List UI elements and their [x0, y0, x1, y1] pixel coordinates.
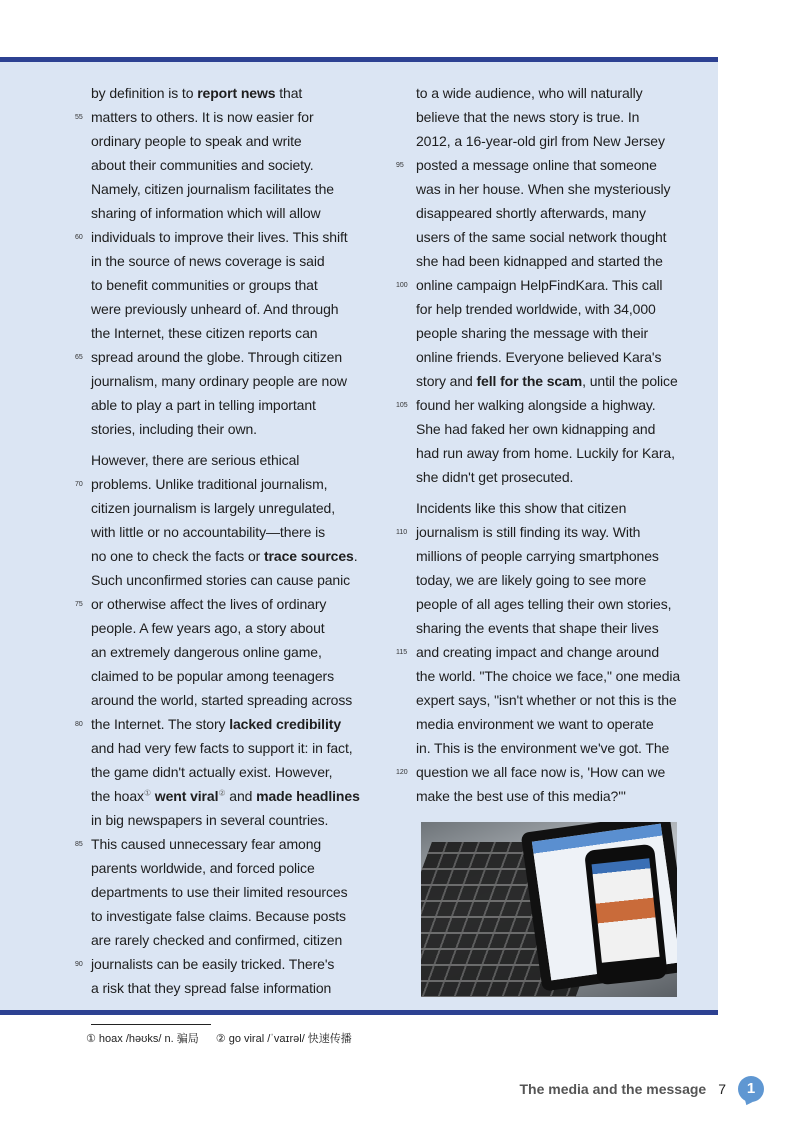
text-segment: people of all ages telling their own stories, — [416, 596, 672, 612]
page-number: 7 — [718, 1081, 726, 1097]
text-segment: story and — [416, 373, 477, 389]
text-segment: Such unconfirmed stories can cause panic — [91, 572, 351, 588]
line-number: 60 — [75, 234, 83, 241]
text-segment: Namely, citizen journalism facilitates the — [91, 181, 334, 197]
line-number: 115 — [396, 649, 408, 656]
text-segment: people sharing the message with their — [416, 325, 649, 341]
text-segment: the hoax — [91, 788, 144, 804]
text-segment: was in her house. When she mysteriously — [416, 181, 671, 197]
text-segment: in big newspapers in several countries. — [91, 812, 329, 828]
text-segment: to benefit communities or groups that — [91, 277, 318, 293]
footnotes — [86, 1030, 366, 1046]
text-line — [91, 108, 314, 126]
text-segment: . — [353, 548, 358, 564]
line-number: 55 — [75, 114, 83, 121]
text-segment: problems. Unlike traditional journalism, — [91, 476, 328, 492]
text-line — [91, 739, 353, 757]
text-segment: Incidents like this show that citizen — [416, 500, 627, 516]
text-segment: the Internet, these citizen reports can — [91, 325, 318, 341]
key-phrase: fell for the scam — [476, 373, 583, 389]
text-segment: around the world, started spreading across — [91, 692, 353, 708]
line-number: 85 — [75, 841, 83, 848]
text-segment: a risk that they spread false information — [91, 980, 332, 996]
text-segment: that — [275, 85, 303, 101]
text-segment: with little or no accountability—there is — [91, 524, 326, 540]
page-footer — [519, 1076, 764, 1102]
text-segment: departments to use their limited resources — [91, 884, 348, 900]
text-line — [91, 571, 350, 589]
text-segment: had run away from home. Luckily for Kara, — [416, 445, 675, 461]
text-line — [416, 372, 678, 390]
text-line — [91, 763, 332, 781]
text-line — [91, 372, 347, 390]
text-line — [91, 835, 321, 853]
key-phrase: report news — [197, 85, 276, 101]
text-segment: the world. "The choice we face," one media — [416, 668, 681, 684]
line-number: 100 — [396, 282, 408, 289]
text-segment: make the best use of this media?'" — [416, 788, 626, 804]
text-line — [91, 451, 299, 469]
text-line — [416, 444, 675, 462]
text-line — [91, 324, 317, 342]
unit-badge: 1 — [738, 1076, 764, 1102]
line-number: 75 — [75, 601, 83, 608]
text-line — [91, 276, 318, 294]
text-line — [91, 715, 341, 733]
text-line — [416, 499, 626, 517]
text-segment: able to play a part in telling important — [91, 397, 316, 413]
text-segment: This caused unnecessary fear among — [91, 836, 322, 852]
text-segment: She had faked her own kidnapping and — [416, 421, 656, 437]
text-line — [416, 228, 666, 246]
text-segment: disappeared shortly afterwards, many — [416, 205, 646, 221]
text-line — [91, 156, 314, 174]
text-segment: to a wide audience, who will naturally — [416, 85, 643, 101]
text-line — [91, 667, 334, 685]
text-line — [416, 595, 671, 613]
text-line — [91, 252, 325, 270]
text-line — [91, 180, 334, 198]
text-line — [416, 787, 626, 805]
text-segment: 2012, a 16-year-old girl from New Jersey — [416, 133, 665, 149]
line-number: 90 — [75, 961, 83, 968]
text-segment: in the source of news coverage is said — [91, 253, 325, 269]
text-line — [416, 156, 657, 174]
text-line — [416, 276, 662, 294]
text-line — [416, 252, 663, 270]
text-line — [416, 523, 640, 541]
text-line — [416, 108, 639, 126]
text-line — [91, 931, 342, 949]
text-segment: users of the same social network thought — [416, 229, 667, 245]
section-title: The media and the message — [519, 1081, 707, 1097]
text-segment: claimed to be popular among teenagers — [91, 668, 335, 684]
text-segment: she had been kidnapped and started the — [416, 253, 663, 269]
text-segment: the Internet. The story — [91, 716, 230, 732]
text-segment: believe that the news story is true. In — [416, 109, 640, 125]
text-line — [91, 811, 328, 829]
text-line — [416, 763, 665, 781]
text-segment: no one to check the facts or — [91, 548, 264, 564]
line-number: 65 — [75, 354, 83, 361]
text-line — [416, 571, 646, 589]
text-line — [416, 324, 648, 342]
footnote-marker: ② — [218, 788, 226, 798]
text-line — [91, 643, 322, 661]
text-line — [416, 619, 659, 637]
text-line — [416, 84, 643, 102]
text-segment: individuals to improve their lives. This shift — [91, 229, 348, 245]
text-segment: in. This is the environment we've got. The — [416, 740, 670, 756]
text-segment: and creating impact and change around — [416, 644, 660, 660]
smartphone-image — [584, 844, 668, 986]
text-line — [91, 619, 325, 637]
text-segment: citizen journalism is largely unregulated, — [91, 500, 336, 516]
text-segment: an extremely dangerous online game, — [91, 644, 322, 660]
text-line — [91, 955, 334, 973]
text-segment: online friends. Everyone believed Kara's — [416, 349, 662, 365]
text-line — [416, 667, 680, 685]
footnote-1: ① hoax /həʊks/ n. 骗局 — [86, 1033, 199, 1045]
text-segment: sharing the events that shape their lives — [416, 620, 659, 636]
text-segment: people. A few years ago, a story about — [91, 620, 325, 636]
line-number: 120 — [396, 769, 408, 776]
text-line — [91, 883, 347, 901]
text-line — [91, 907, 346, 925]
text-line — [91, 547, 358, 565]
text-segment: stories, including their own. — [91, 421, 257, 437]
devices-photo — [421, 822, 677, 997]
footnote-rule — [91, 1024, 211, 1025]
text-line — [91, 228, 348, 246]
text-line — [416, 300, 656, 318]
text-line — [91, 979, 331, 997]
text-line — [416, 204, 646, 222]
text-line — [416, 420, 655, 438]
text-line — [416, 396, 656, 414]
footnote-marker: ① — [143, 788, 151, 798]
text-line — [416, 691, 677, 709]
text-segment: matters to others. It is now easier for — [91, 109, 314, 125]
text-line — [91, 859, 315, 877]
text-segment: ordinary people to speak and write — [91, 133, 302, 149]
text-segment: found her walking alongside a highway. — [416, 397, 656, 413]
text-line — [416, 643, 659, 661]
text-line — [91, 691, 352, 709]
line-number: 95 — [396, 162, 404, 169]
text-line — [91, 595, 326, 613]
text-segment: journalism is still finding its way. With — [416, 524, 641, 540]
text-segment: , until the police — [582, 373, 678, 389]
text-segment: by definition is to — [91, 85, 198, 101]
key-phrase: made headlines — [256, 788, 360, 804]
text-line — [91, 499, 335, 517]
text-line — [91, 132, 302, 150]
text-segment: are rarely checked and confirmed, citizen — [91, 932, 343, 948]
text-segment: sharing of information which will allow — [91, 205, 321, 221]
line-number: 80 — [75, 721, 83, 728]
text-segment: expert says, "isn't whether or not this is the — [416, 692, 677, 708]
line-number: 105 — [396, 402, 408, 409]
text-segment: However, there are serious ethical — [91, 452, 300, 468]
text-segment: posted a message online that someone — [416, 157, 657, 173]
text-segment: journalists can be easily tricked. There's — [91, 956, 335, 972]
text-line — [416, 468, 573, 486]
text-segment: millions of people carrying smartphones — [416, 548, 659, 564]
text-segment: media environment we want to operate — [416, 716, 654, 732]
text-line — [416, 547, 659, 565]
key-phrase: trace sources — [263, 548, 354, 564]
line-number: 70 — [75, 481, 83, 488]
key-phrase: lacked credibility — [229, 716, 342, 732]
footnote-2: ② go viral /ˈvaɪrəl/ 快速传播 — [215, 1033, 352, 1045]
line-number: 110 — [396, 529, 408, 536]
text-line — [416, 180, 670, 198]
text-line — [91, 300, 339, 318]
text-segment: about their communities and society. — [91, 157, 314, 173]
text-segment: she didn't get prosecuted. — [416, 469, 574, 485]
text-line — [91, 204, 321, 222]
text-line — [91, 787, 360, 805]
text-line — [416, 132, 665, 150]
text-line — [416, 348, 661, 366]
text-line — [91, 523, 325, 541]
text-line — [91, 84, 302, 102]
text-segment: question we all face now is, 'How can we — [416, 764, 666, 780]
text-segment: and — [225, 788, 257, 804]
text-segment: today, we are likely going to see more — [416, 572, 647, 588]
text-segment: spread around the globe. Through citizen — [91, 349, 343, 365]
text-segment: online campaign HelpFindKara. This call — [416, 277, 663, 293]
text-segment: parents worldwide, and forced police — [91, 860, 315, 876]
text-line — [91, 475, 327, 493]
text-segment: or otherwise affect the lives of ordinary — [91, 596, 327, 612]
key-phrase: went viral — [154, 788, 219, 804]
text-line — [91, 348, 342, 366]
text-segment: for help trended worldwide, with 34,000 — [416, 301, 656, 317]
top-rule — [0, 57, 718, 62]
bottom-rule — [0, 1010, 718, 1015]
text-segment: the game didn't actually exist. However, — [91, 764, 333, 780]
text-line — [91, 420, 257, 438]
text-segment: to investigate false claims. Because posts — [91, 908, 346, 924]
text-segment: and had very few facts to support it: in fact, — [91, 740, 353, 756]
text-segment: journalism, many ordinary people are now — [91, 373, 347, 389]
text-line — [91, 396, 316, 414]
text-line — [416, 739, 669, 757]
text-segment: were previously unheard of. And through — [91, 301, 339, 317]
text-line — [416, 715, 654, 733]
